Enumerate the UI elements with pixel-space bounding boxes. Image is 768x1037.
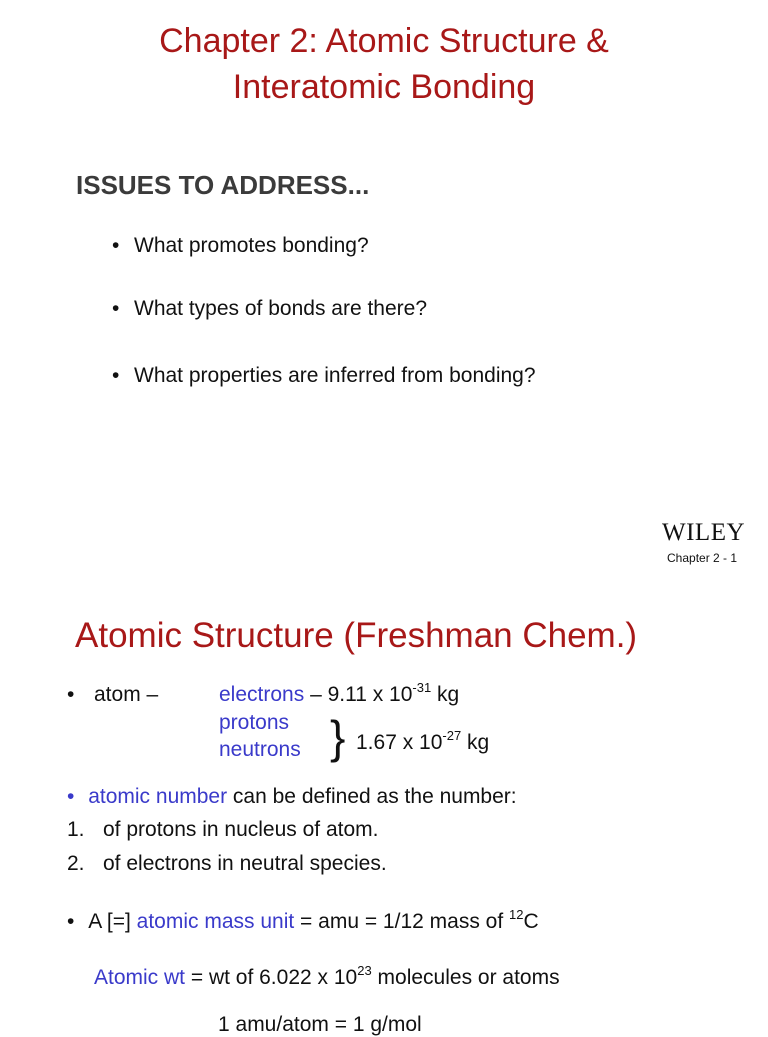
- atomic-wt-line: [94, 963, 560, 990]
- nucleon-mass: [356, 728, 490, 755]
- list-text: of electrons in neutral species.: [103, 852, 387, 875]
- atomic-wt-definition: = wt of 6.022 x 10: [185, 966, 358, 989]
- atomic-wt-term: Atomic wt: [94, 966, 186, 989]
- nucleon-exponent: -27: [442, 728, 462, 743]
- electrons-unit: kg: [431, 683, 460, 706]
- list-number: 2.: [67, 852, 85, 875]
- atomic-number-text: can be defined as the number:: [227, 785, 517, 808]
- slide1-title-line1: Chapter 2: Atomic Structure &: [159, 22, 609, 60]
- slide2-title: Atomic Structure (Freshman Chem.): [75, 616, 638, 655]
- bullet-dot-icon: •: [112, 364, 120, 387]
- list-number: 1.: [67, 818, 85, 841]
- wiley-logo: WILEY: [662, 519, 746, 546]
- atomic-wt-tail: molecules or atoms: [371, 966, 560, 989]
- carbon-symbol: C: [523, 910, 539, 933]
- electrons-line: [219, 680, 460, 707]
- nucleon-value: 1.67 x 10: [356, 731, 443, 754]
- slide-number: Chapter 2 - 1: [667, 551, 738, 565]
- electrons-mass: – 9.11 x 10: [310, 683, 413, 706]
- nucleon-unit: kg: [461, 731, 490, 754]
- bullet-item: [112, 234, 369, 258]
- list-item: [67, 818, 379, 842]
- brace-icon: }: [330, 711, 346, 763]
- neutrons-term: neutrons: [219, 738, 301, 761]
- bullet-item: [112, 297, 427, 321]
- electrons-exponent: -31: [412, 680, 432, 695]
- slide1-title-line2: Interatomic Bonding: [232, 68, 536, 106]
- bullet-text: What types of bonds are there?: [134, 297, 428, 320]
- list-text: of protons in nucleus of atom.: [103, 818, 379, 841]
- carbon-isotope-number: 12: [509, 907, 524, 922]
- list-item: [67, 852, 387, 876]
- bullet-text: What promotes bonding?: [134, 234, 369, 257]
- bullet-dot-icon: •: [67, 910, 75, 933]
- avogadro-exponent: 23: [357, 963, 372, 978]
- amu-definition: = amu = 1/12 mass of: [294, 910, 509, 933]
- amu-conversion: 1 amu/atom = 1 g/mol: [218, 1013, 422, 1036]
- amu-prefix: A [=]: [88, 910, 137, 933]
- atomic-number-term: atomic number: [88, 785, 228, 808]
- atom-bullet: [67, 683, 74, 707]
- bullet-dot-icon: •: [67, 683, 75, 706]
- electrons-term: electrons: [219, 683, 305, 706]
- bullet-dot-icon: •: [112, 234, 120, 257]
- protons-term: protons: [219, 711, 290, 734]
- bullet-dot-icon: •: [67, 785, 75, 808]
- atom-label: atom –: [94, 683, 159, 706]
- bullet-text: What properties are inferred from bonding?: [134, 364, 536, 387]
- bullet-item: [112, 364, 536, 388]
- amu-line: [67, 907, 539, 934]
- bullet-dot-icon: •: [112, 297, 120, 320]
- atomic-number-line: [67, 785, 517, 809]
- issues-heading: ISSUES TO ADDRESS...: [76, 170, 370, 200]
- amu-term: atomic mass unit: [136, 910, 295, 933]
